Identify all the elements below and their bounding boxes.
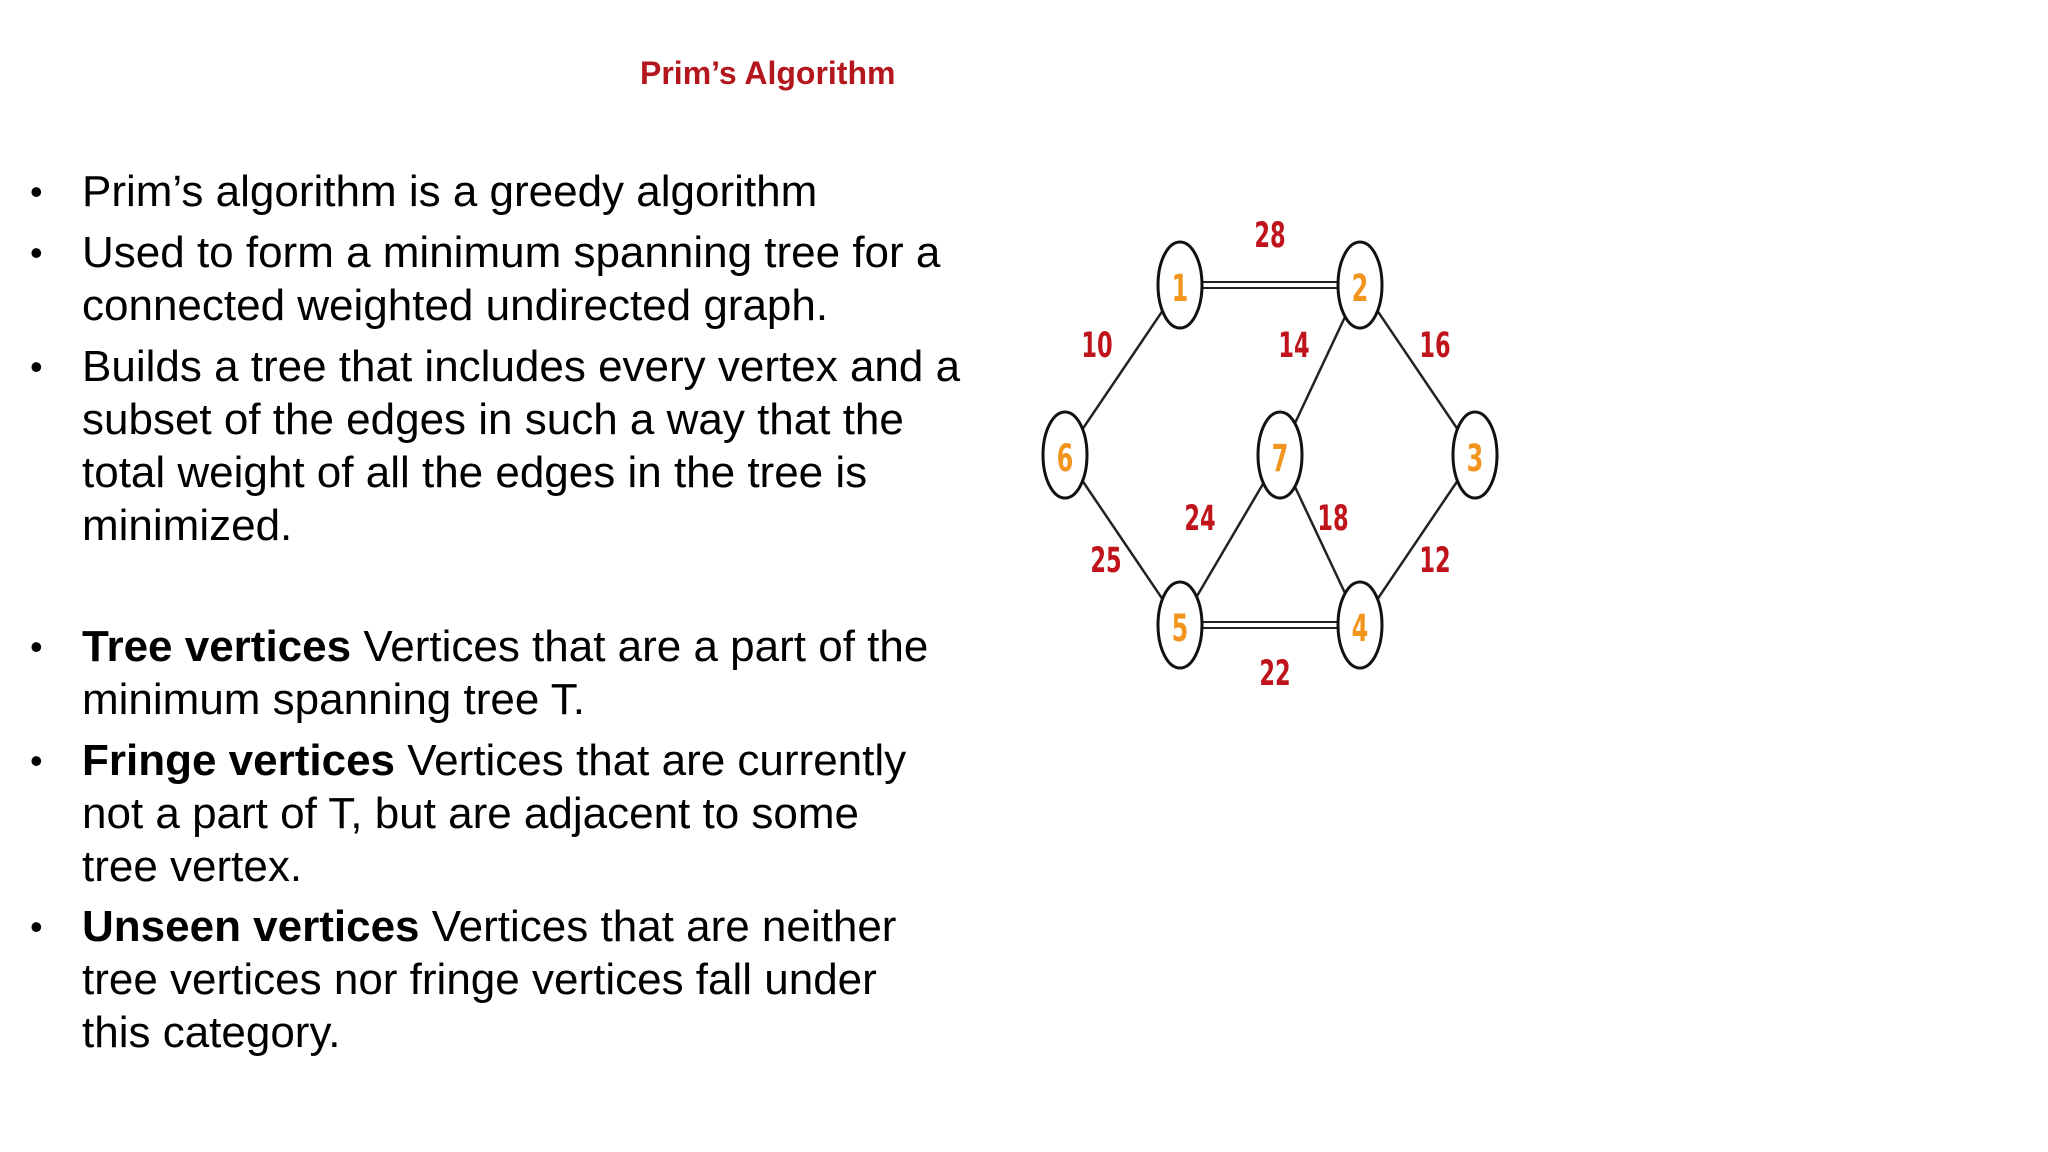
term-fringe-vertices: Fringe vertices [82, 736, 396, 785]
bullet-dot: • [30, 346, 43, 387]
edge-weight-7-4: 18 [1317, 498, 1349, 539]
edge-weight-2-3: 16 [1419, 325, 1451, 366]
bullet-item [30, 900, 980, 1059]
bullet-dot: • [30, 906, 43, 947]
vertex-3 [1453, 412, 1497, 498]
slide-title: Prim’s Algorithm [640, 55, 896, 91]
bullet-item [30, 734, 980, 893]
bullet-dot: • [30, 171, 43, 212]
bullet-dot: • [30, 626, 43, 667]
vertex-label: 2 [1351, 267, 1369, 311]
vertex-2 [1338, 242, 1382, 328]
bullet-item [30, 620, 980, 726]
vertex-label: 5 [1171, 607, 1189, 651]
edge-weight-3-4: 12 [1419, 540, 1451, 581]
graph-diagram [1030, 215, 1510, 715]
edge-weight-5-4: 22 [1259, 653, 1291, 694]
edge-weight-2-7: 14 [1278, 325, 1310, 366]
vertex-label: 1 [1171, 267, 1189, 311]
term-tree-vertices: Tree vertices [82, 622, 352, 671]
edge-weight-7-5: 24 [1184, 498, 1216, 539]
vertex-label: 4 [1351, 607, 1369, 651]
bullet-dot: • [30, 740, 43, 781]
vertex-label: 3 [1466, 437, 1484, 481]
edge-weight-1-6: 10 [1081, 325, 1113, 366]
vertex-4 [1338, 582, 1382, 668]
edge-weight-6-5: 25 [1090, 540, 1122, 581]
term-unseen-vertices: Unseen vertices [82, 902, 420, 951]
bullet-text: Fringe vertices Vertices that are currently not a part of T, but are adjacent to some tree vertex. [82, 736, 907, 891]
bullet-text: Tree vertices Vertices that are a part of the minimum spanning tree T. [82, 622, 929, 724]
edge-weight-1-2: 28 [1254, 215, 1286, 256]
bullet-item [30, 165, 980, 218]
bullet-text: Builds a tree that includes every vertex and a subset of the edges in such a way that the total weight of all the edges in the tree is minimized. [82, 342, 961, 550]
vertex-label: 6 [1056, 437, 1074, 481]
vertex-1 [1158, 242, 1202, 328]
vertices-layer [1043, 242, 1497, 668]
bullet-text: Unseen vertices Vertices that are neither tree vertices nor fringe vertices fall under this category. [82, 902, 897, 1057]
vertex-6 [1043, 412, 1087, 498]
bullet-item [30, 226, 980, 332]
bullet-item [30, 340, 980, 552]
vertex-label: 7 [1271, 437, 1289, 481]
bullet-dot: • [30, 232, 43, 273]
vertex-7 [1258, 412, 1302, 498]
vertex-5 [1158, 582, 1202, 668]
bullet-text: Used to form a minimum spanning tree for a connected weighted undirected graph. [82, 228, 941, 330]
bullet-text: Prim’s algorithm is a greedy algorithm [82, 167, 818, 216]
